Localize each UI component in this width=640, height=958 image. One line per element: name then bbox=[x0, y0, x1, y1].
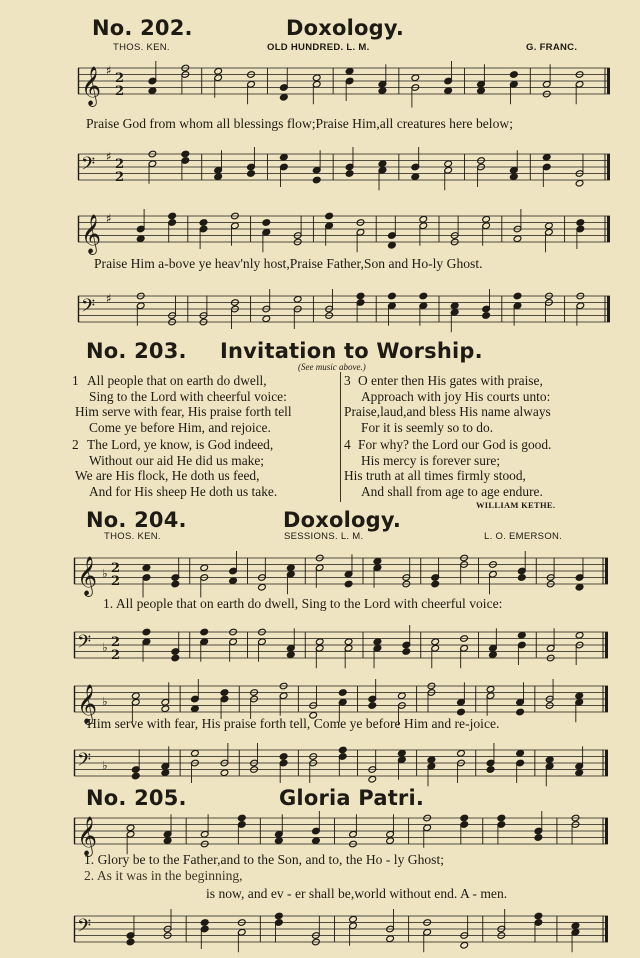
svg-text:2: 2 bbox=[115, 156, 125, 172]
svg-text:2: 2 bbox=[115, 169, 125, 185]
hymn-205-lyric-line-3: is now, and ev - er shall be,world without end. A - men. bbox=[206, 886, 508, 901]
svg-text:𝄢: 𝄢 bbox=[77, 632, 92, 657]
svg-text:𝄢: 𝄢 bbox=[81, 154, 96, 179]
hymn-202-number: No. 202. bbox=[92, 16, 193, 40]
hymn-204-number: No. 204. bbox=[86, 508, 187, 532]
verse-line: The Lord, ye know, is God indeed, bbox=[87, 437, 274, 452]
verse-line: And for His sheep He doth us take. bbox=[89, 483, 278, 499]
verse-line: His mercy is forever sure; bbox=[361, 452, 501, 468]
music-staff bbox=[74, 744, 608, 784]
svg-text:𝄞: 𝄞 bbox=[81, 66, 102, 106]
hymn-204-lyric-line-1: 1. All people that on earth do dwell, Sing to the Lord with cheerful voice: bbox=[103, 596, 503, 611]
music-staff bbox=[74, 910, 608, 950]
svg-text:♯: ♯ bbox=[106, 63, 112, 78]
verse-line: O enter then His gates with praise, bbox=[358, 373, 543, 388]
svg-text:♭: ♭ bbox=[102, 566, 108, 581]
verse-line: All people that on earth do dwell, bbox=[87, 373, 267, 388]
svg-text:2: 2 bbox=[111, 573, 121, 589]
hymn-202-lyric-line-2: Praise Him a-bove ye heav'nly host,Praise Father,Son and Ho-ly Ghost. bbox=[94, 256, 483, 271]
verse-line: Approach with joy His courts unto: bbox=[361, 388, 551, 404]
verse-block bbox=[344, 437, 551, 499]
hymn-202-title: Doxology. bbox=[286, 16, 405, 40]
verse-line: His truth at all times firmly stood, bbox=[344, 468, 526, 484]
verse-number: 2 bbox=[72, 437, 79, 452]
svg-text:𝄞: 𝄞 bbox=[77, 684, 98, 724]
verse-line: Come ye before Him, and rejoice. bbox=[89, 419, 271, 435]
hymn-202-lyric-line-1: Praise God from whom all blessings flow;Praise Him,all creatures here below; bbox=[86, 116, 513, 131]
verse-line: And shall from age to age endure. bbox=[361, 483, 543, 499]
music-staff bbox=[74, 626, 608, 666]
hymn-202-tune: OLD HUNDRED. L. M. bbox=[267, 42, 370, 53]
hymn-203-number: No. 203. bbox=[86, 339, 187, 363]
hymn-203-attribution: WILLIAM KETHE. bbox=[476, 500, 556, 510]
verse-line: Sing to the Lord with cheerful voice: bbox=[89, 388, 287, 404]
hymn-202-author: THOS. KEN. bbox=[113, 42, 170, 53]
verse-number: 4 bbox=[344, 437, 351, 452]
svg-text:𝄞: 𝄞 bbox=[77, 816, 98, 856]
svg-text:𝄢: 𝄢 bbox=[77, 916, 92, 941]
svg-text:♯: ♯ bbox=[106, 211, 112, 226]
hymn-204-tune: SESSIONS. L. M. bbox=[284, 531, 364, 542]
hymn-205-title: Gloria Patri. bbox=[279, 786, 425, 810]
svg-text:♭: ♭ bbox=[102, 694, 108, 709]
svg-text:♭: ♭ bbox=[102, 640, 108, 655]
svg-text:𝄞: 𝄞 bbox=[77, 556, 98, 596]
verse-number: 3 bbox=[344, 373, 351, 388]
music-staff bbox=[74, 812, 608, 856]
svg-text:♭: ♭ bbox=[102, 758, 108, 773]
svg-text:2: 2 bbox=[111, 560, 121, 576]
verse-block bbox=[72, 373, 292, 435]
hymn-204-lyric-line-2: Him serve with fear, His praise forth tell, Come ye before Him and re-joice. bbox=[87, 716, 500, 731]
hymn-205-lyric-line-2: 2. As it was in the beginning, bbox=[84, 868, 243, 883]
hymn-204-composer: L. O. EMERSON. bbox=[484, 531, 563, 542]
verse-line: Him serve with fear, His praise forth tell bbox=[75, 404, 292, 420]
hymn-205-number: No. 205. bbox=[86, 786, 187, 810]
hymn-203-music-note: (See music above.) bbox=[298, 362, 366, 372]
music-staff bbox=[78, 62, 610, 106]
svg-text:2: 2 bbox=[115, 70, 125, 86]
verse-line: For why? the Lord our God is good. bbox=[358, 437, 552, 452]
verse-number: 1 bbox=[72, 373, 79, 388]
svg-text:2: 2 bbox=[111, 634, 121, 650]
verse-line: Praise,laud,and bless His name always bbox=[344, 404, 551, 420]
hymn-205-lyric-line-1: 1. Glory be to the Father,and to the Son, and to, the Ho - ly Ghost; bbox=[84, 852, 445, 867]
verse-column-divider bbox=[340, 372, 341, 502]
svg-text:𝄢: 𝄢 bbox=[77, 750, 92, 775]
svg-text:𝄢: 𝄢 bbox=[81, 296, 96, 321]
music-staff bbox=[78, 148, 610, 188]
music-staff bbox=[78, 290, 610, 330]
music-staff bbox=[74, 552, 608, 596]
verse-block bbox=[72, 437, 277, 499]
verse-line: Without our aid He did us make; bbox=[89, 452, 264, 468]
hymn-204-author: THOS. KEN. bbox=[104, 531, 161, 542]
hymn-203-title: Invitation to Worship. bbox=[220, 339, 483, 363]
svg-text:2: 2 bbox=[111, 647, 121, 663]
svg-text:♯: ♯ bbox=[106, 149, 112, 164]
hymn-202-composer: G. FRANC. bbox=[526, 42, 578, 53]
verse-line: We are His flock, He doth us feed, bbox=[75, 468, 260, 484]
hymn-204-title: Doxology. bbox=[283, 508, 402, 532]
verse-block bbox=[344, 373, 551, 435]
verse-line: For it is seemly so to do. bbox=[361, 419, 494, 435]
svg-text:2: 2 bbox=[115, 83, 125, 99]
svg-text:♯: ♯ bbox=[106, 291, 112, 306]
music-staff bbox=[78, 210, 610, 254]
svg-text:𝄞: 𝄞 bbox=[81, 214, 102, 254]
